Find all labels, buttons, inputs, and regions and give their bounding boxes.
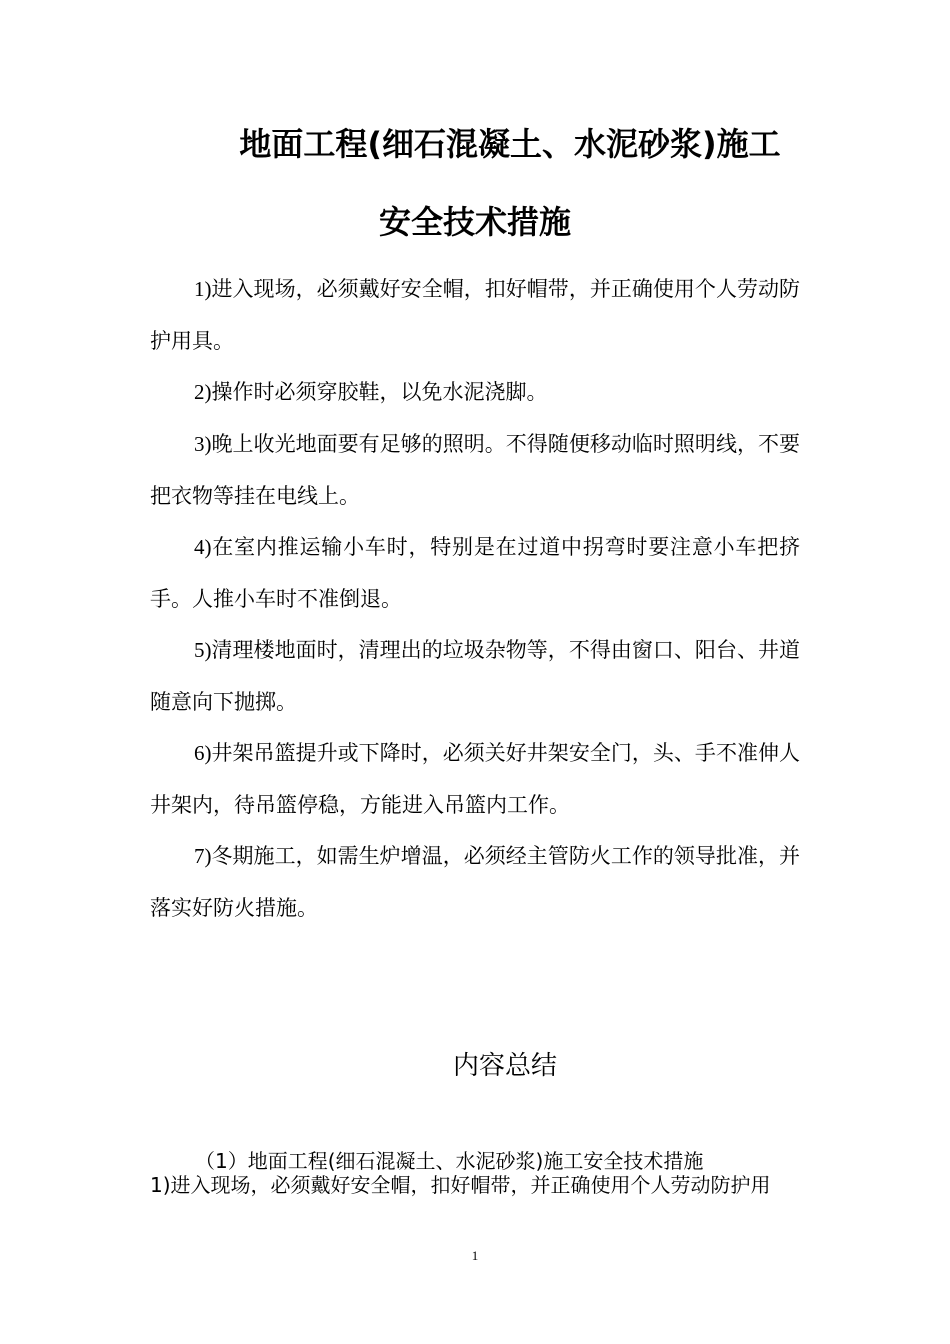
list-item (150, 522, 800, 625)
item-text: 清理楼地面时，清理出的垃圾杂物等，不得由窗口、阳台、井道随意向下抛掷。 (150, 638, 800, 714)
summary-line-2: 1)进入现场，必须戴好安全帽，扣好帽带，并正确使用个人劳动防护用 (150, 1173, 771, 1197)
list-item (150, 367, 800, 419)
item-text: 晚上收光地面要有足够的照明。不得随便移动临时照明线，不要把衣物等挂在电线上。 (150, 432, 800, 508)
item-number: 4) (194, 535, 212, 559)
item-number: 5) (194, 638, 212, 662)
list-item (150, 831, 800, 934)
item-text: 进入现场，必须戴好安全帽，扣好帽带，并正确使用个人劳动防护用具。 (150, 277, 800, 353)
list-item (150, 419, 800, 522)
item-text: 操作时必须穿胶鞋，以免水泥浇脚。 (211, 380, 548, 404)
document-title-line-2: 安全技术措施 (378, 203, 571, 241)
item-number: 1) (194, 277, 212, 301)
item-number: 3) (194, 432, 212, 456)
list-item (150, 625, 800, 728)
document-title-line-1: 地面工程(细石混凝土、水泥砂浆)施工 (239, 125, 781, 163)
item-number: 7) (194, 844, 212, 868)
item-number: 6) (194, 741, 212, 765)
item-text: 井架吊篮提升或下降时，必须关好井架安全门，头、手不准伸人井架内，待吊篮停稳，方能进入吊篮内工作。 (150, 741, 800, 817)
summary-heading: 内容总结 (452, 1051, 557, 1081)
page-number: 1 (471, 1248, 479, 1263)
item-text: 在室内推运输小车时，特别是在过道中拐弯时要注意小车把挤手。人推小车时不准倒退。 (150, 535, 800, 611)
list-item (150, 264, 800, 367)
summary-line-1: （1）地面工程(细石混凝土、水泥砂浆)施工安全技术措施 (195, 1149, 704, 1173)
list-item (150, 728, 800, 831)
item-number: 2) (194, 380, 212, 404)
item-text: 冬期施工，如需生炉增温，必须经主管防火工作的领导批准，并落实好防火措施。 (150, 844, 800, 920)
